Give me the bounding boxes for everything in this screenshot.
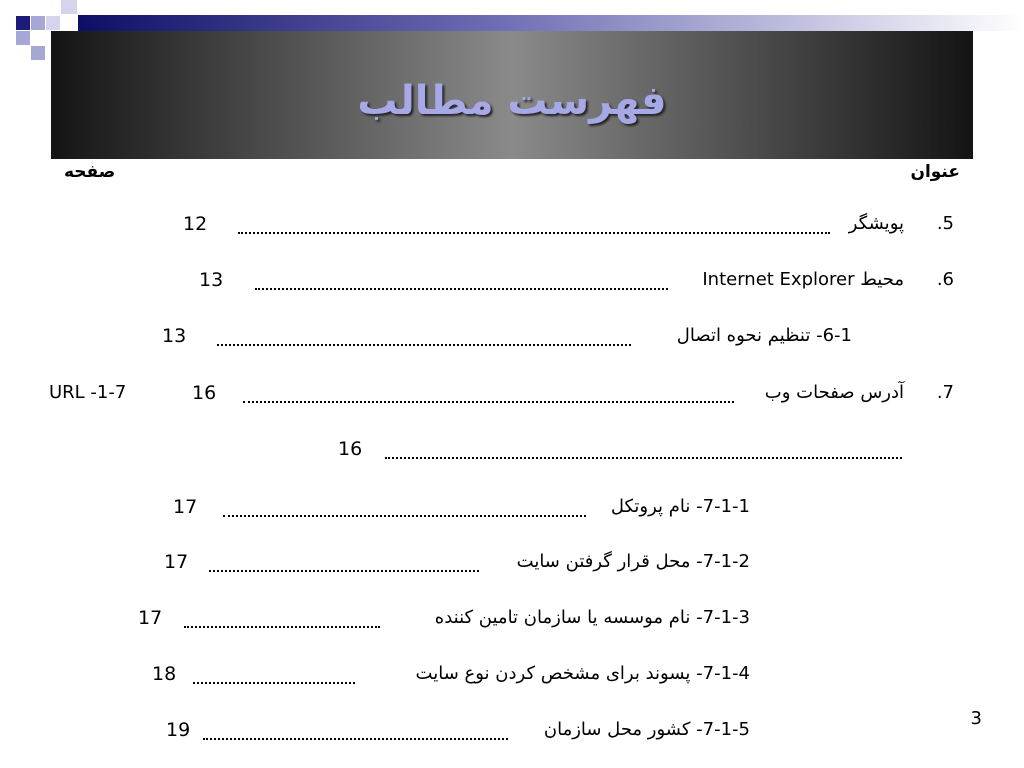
column-header-title: عنوان — [910, 162, 960, 182]
dot-leader — [184, 626, 380, 628]
toc-entry-label: 7-1-4- پسوند برای مشخص کردن نوع سایت — [415, 663, 750, 684]
toc-entry-number: .6 — [936, 269, 954, 290]
toc-entry-number: .7 — [936, 382, 954, 403]
title-banner — [51, 31, 973, 159]
toc-entry-label: 7-1-2- محل قرار گرفتن سایت — [516, 551, 750, 572]
toc-entry-page: 17 — [164, 551, 189, 573]
dot-leader — [193, 682, 355, 684]
toc-entry-page: 12 — [183, 213, 208, 235]
dot-leader — [223, 515, 586, 517]
toc-entry-label: محیط Internet Explorer — [702, 269, 904, 290]
corner-square-navy — [16, 16, 30, 30]
dot-leader — [255, 288, 668, 290]
toc-entry-page: 13 — [199, 269, 224, 291]
toc-entry-number: .5 — [936, 213, 954, 234]
corner-square-pale — [61, 0, 77, 14]
dot-leader — [217, 344, 631, 346]
toc-entry-page: 16 — [192, 382, 217, 404]
dot-leader — [209, 570, 479, 572]
slide-number: 3 — [970, 708, 982, 729]
toc-entry-extra: URL -1-7 — [49, 382, 127, 403]
toc-entry-label: آدرس صفحات وب — [764, 382, 904, 403]
dot-leader — [385, 457, 902, 459]
dot-leader — [238, 232, 830, 234]
toc-entry-label: 7-1-3- نام موسسه یا سازمان تامین کننده — [434, 607, 750, 628]
corner-square-pale — [46, 16, 60, 30]
corner-square-lavender — [31, 16, 45, 30]
corner-square-lavender — [16, 31, 30, 45]
column-header-page: صفحه — [64, 162, 116, 182]
toc-entry-label: 6-1- تنظیم نحوه اتصال — [676, 325, 852, 346]
toc-entry-page: 17 — [138, 607, 163, 629]
toc-entry-page: 16 — [338, 438, 363, 460]
toc-entry-label: 7-1-1- نام پروتکل — [610, 496, 750, 517]
toc-entry-page: 13 — [162, 325, 187, 347]
dot-leader — [243, 401, 734, 403]
toc-entry-page: 19 — [166, 719, 191, 741]
toc-entry-page: 18 — [152, 663, 177, 685]
dot-leader — [203, 738, 508, 740]
toc-entry-label: 7-1-5- کشور محل سازمان — [543, 719, 750, 740]
top-gradient-stripe — [78, 15, 1024, 31]
corner-square-lavender — [31, 46, 45, 60]
toc-entry-page: 17 — [173, 496, 198, 518]
toc-entry-label: پویشگر — [848, 213, 904, 234]
slide-title: فهرست مطالب — [357, 78, 667, 124]
